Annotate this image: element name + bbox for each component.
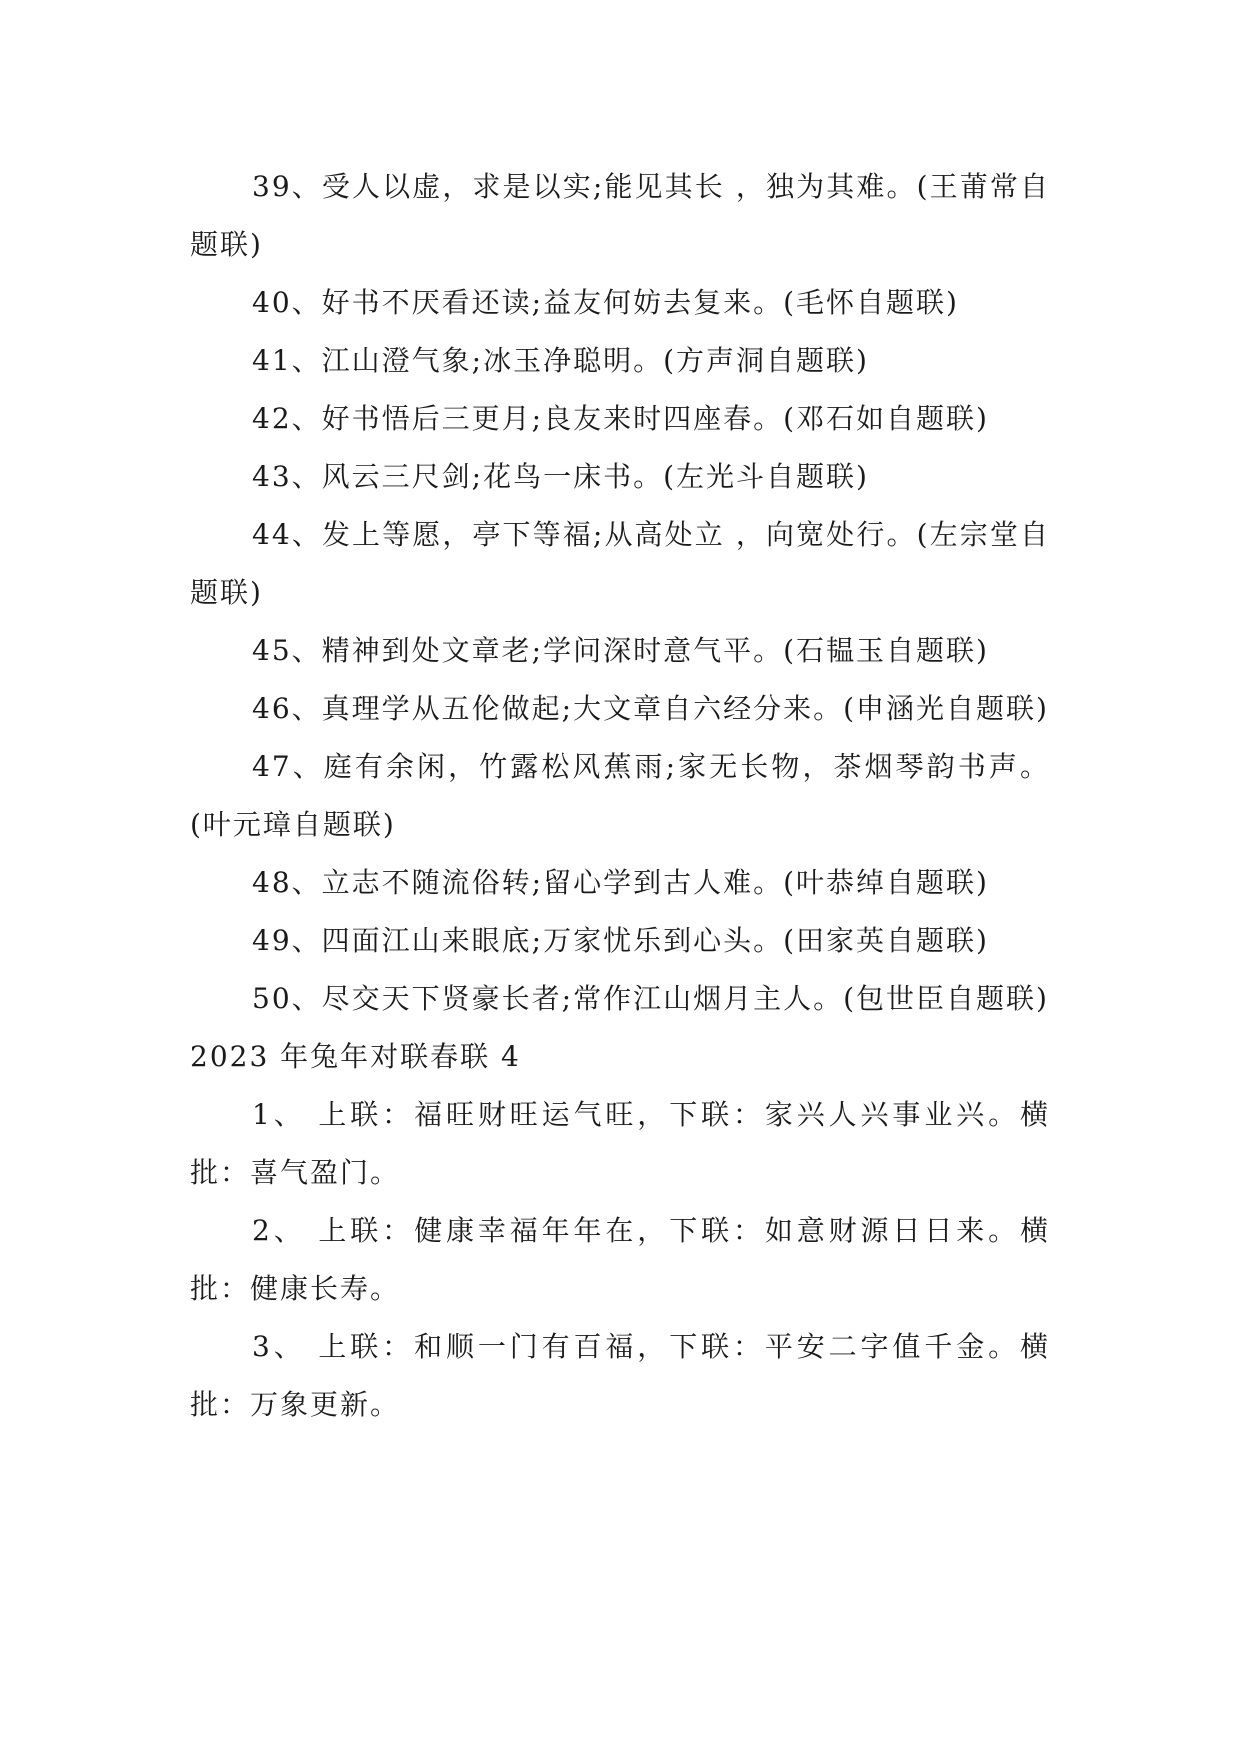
couplet-paragraph-45: 45、精神到处文章老;学问深时意气平。(石韫玉自题联) bbox=[252, 634, 989, 667]
spring-couplet-2: 2、 上联：健康幸福年年在，下联：如意财源日日来。横批：健康长寿。 bbox=[190, 1214, 1050, 1305]
couplet-paragraph-47: 47、庭有余闲，竹露松风蕉雨;家无长物，茶烟琴韵书声。(叶元璋自题联) bbox=[190, 750, 1050, 841]
couplet-paragraph-49: 49、四面江山来眼底;万家忧乐到心头。(田家英自题联) bbox=[252, 924, 989, 957]
couplet-paragraph-40: 40、好书不厌看还读;益友何妨去复来。(毛怀自题联) bbox=[252, 286, 959, 319]
section-heading: 2023 年兔年对联春联 4 bbox=[190, 1040, 521, 1073]
couplet-paragraph-41: 41、江山澄气象;冰玉净聪明。(方声洞自题联) bbox=[252, 344, 869, 377]
couplet-paragraph-46: 46、真理学从五伦做起;大文章自六经分来。(申涵光自题联) bbox=[252, 692, 1049, 725]
couplet-paragraph-48: 48、立志不随流俗转;留心学到古人难。(叶恭绰自题联) bbox=[252, 866, 989, 899]
couplet-paragraph-39: 39、受人以虚，求是以实;能见其长 ，独为其难。(王莆常自题联) bbox=[190, 170, 1050, 261]
spring-couplet-1: 1、 上联：福旺财旺运气旺，下联：家兴人兴事业兴。横批：喜气盈门。 bbox=[190, 1098, 1050, 1189]
couplet-paragraph-42: 42、好书悟后三更月;良友来时四座春。(邓石如自题联) bbox=[252, 402, 989, 435]
document-body bbox=[190, 158, 1050, 1434]
couplet-paragraph-44: 44、发上等愿，亭下等福;从高处立 ，向宽处行。(左宗堂自题联) bbox=[190, 518, 1050, 609]
spring-couplet-3: 3、 上联：和顺一门有百福，下联：平安二字值千金。横批：万象更新。 bbox=[190, 1330, 1050, 1421]
couplet-paragraph-50: 50、尽交天下贤豪长者;常作江山烟月主人。(包世臣自题联) bbox=[252, 982, 1049, 1015]
couplet-paragraph-43: 43、风云三尺剑;花鸟一床书。(左光斗自题联) bbox=[252, 460, 869, 493]
